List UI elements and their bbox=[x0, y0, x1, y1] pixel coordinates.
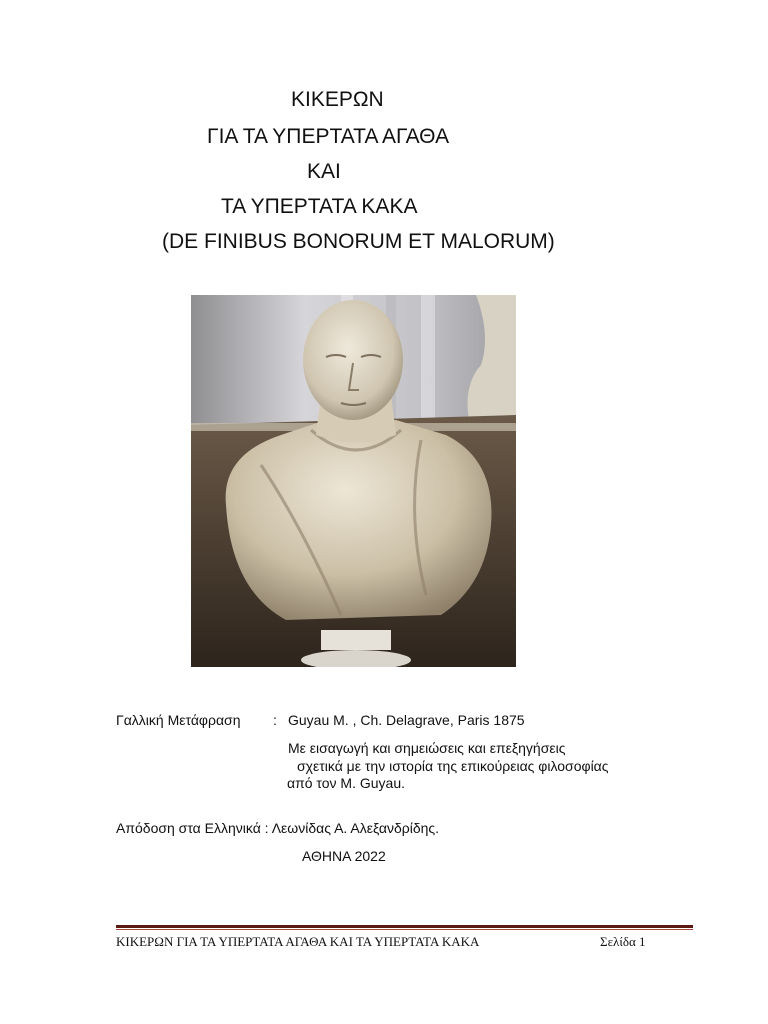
translation-value: Guyau M. , Ch. Delagrave, Paris 1875 bbox=[288, 712, 525, 728]
title-line-3: ΚΑΙ bbox=[307, 160, 341, 183]
cicero-bust-photo bbox=[191, 295, 516, 667]
note-line-1: Με εισαγωγή και σημειώσεις και επεξηγήσεις bbox=[288, 740, 566, 756]
title-line-2: ΓΙΑ ΤΑ ΥΠΕΡΤΑΤΑ ΑΓΑΘΑ bbox=[207, 125, 450, 148]
translation-separator: : bbox=[273, 712, 277, 728]
footer-running-title: ΚΙΚΕΡΩΝ ΓΙΑ ΤΑ ΥΠΕΡΤΑΤΑ ΑΓΑΘΑ ΚΑΙ ΤΑ ΥΠΕΡΤΑΤΑ ΚΑΚΑ bbox=[116, 934, 480, 949]
footer-rule-top bbox=[116, 925, 693, 928]
note-line-3: από τον M. Guyau. bbox=[287, 775, 406, 791]
title-line-1: ΚΙΚΕΡΩΝ bbox=[291, 88, 384, 111]
place-year: ΑΘΗΝΑ 2022 bbox=[302, 848, 386, 864]
title-line-4: ΤΑ ΥΠΕΡΤΑΤΑ ΚΑΚΑ bbox=[221, 195, 418, 218]
footer-page-number: Σελίδα 1 bbox=[600, 934, 646, 949]
title-line-5: (DE FINIBUS BONORUM ET MALORUM) bbox=[162, 230, 555, 253]
greek-rendering-credit: Απόδοση στα Ελληνικά : Λεωνίδας Α. Αλεξανδρίδης. bbox=[116, 820, 440, 836]
footer-rule-bottom bbox=[116, 929, 693, 930]
translation-label: Γαλλική Μετάφραση bbox=[116, 712, 241, 728]
note-line-2: σχετικά με την ιστορία της επικούρειας φιλοσοφίας bbox=[297, 758, 609, 774]
